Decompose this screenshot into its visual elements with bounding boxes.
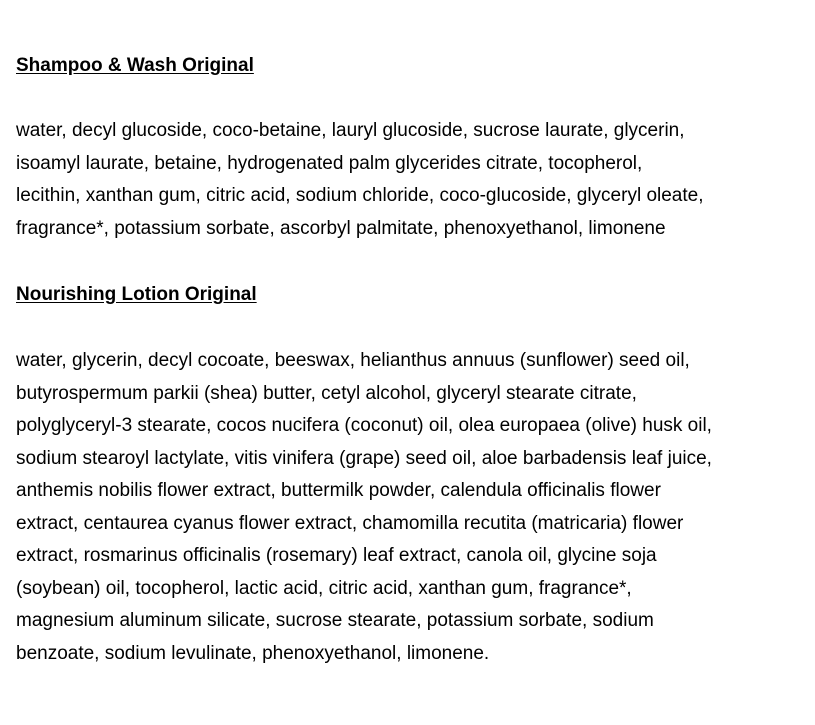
ingredient-line: sodium stearoyl lactylate, vitis vinifera (grape) seed oil, aloe barbadensis leaf juice, (16, 447, 712, 469)
ingredient-line: benzoate, sodium levulinate, phenoxyethanol, limonene. (16, 642, 490, 664)
ingredient-line: water, decyl glucoside, coco-betaine, lauryl glucoside, sucrose laurate, glycerin, (16, 120, 685, 141)
ingredient-line: lecithin, xanthan gum, citric acid, sodium chloride, coco-glucoside, glyceryl oleate, (16, 185, 704, 206)
ingredient-line: anthemis nobilis flower extract, buttermilk powder, calendula officinalis flower (16, 480, 661, 501)
ingredients-list-nourishing-lotion (16, 345, 712, 670)
ingredient-line: polyglyceryl-3 stearate, cocos nucifera (coconut) oil, olea europaea (olive) husk oil, (16, 415, 712, 436)
ingredient-line: butyrospermum parkii (shea) butter, cetyl alcohol, glyceryl stearate citrate, (16, 382, 637, 404)
ingredient-line: extract, rosmarinus officinalis (rosemary) leaf extract, canola oil, glycine soja (16, 545, 657, 566)
ingredient-line: water, glycerin, decyl cocoate, beeswax, helianthus annuus (sunflower) seed oil, (16, 350, 690, 371)
ingredient-line: extract, centaurea cyanus flower extract, chamomilla recutita (matricaria) flower (16, 512, 684, 534)
ingredient-line: fragrance*, potassium sorbate, ascorbyl palmitate, phenoxyethanol, limonene (16, 217, 666, 239)
ingredient-line: (soybean) oil, tocopherol, lactic acid, citric acid, xanthan gum, fragrance*, (16, 577, 632, 599)
ingredient-line: isoamyl laurate, betaine, hydrogenated palm glycerides citrate, tocopherol, (16, 152, 643, 174)
section-title-nourishing-lotion: Nourishing Lotion Original (16, 284, 257, 305)
ingredient-line: magnesium aluminum silicate, sucrose stearate, potassium sorbate, sodium (16, 610, 654, 631)
ingredients-list-shampoo-wash (16, 115, 704, 245)
section-title-shampoo-wash: Shampoo & Wash Original (16, 55, 254, 76)
